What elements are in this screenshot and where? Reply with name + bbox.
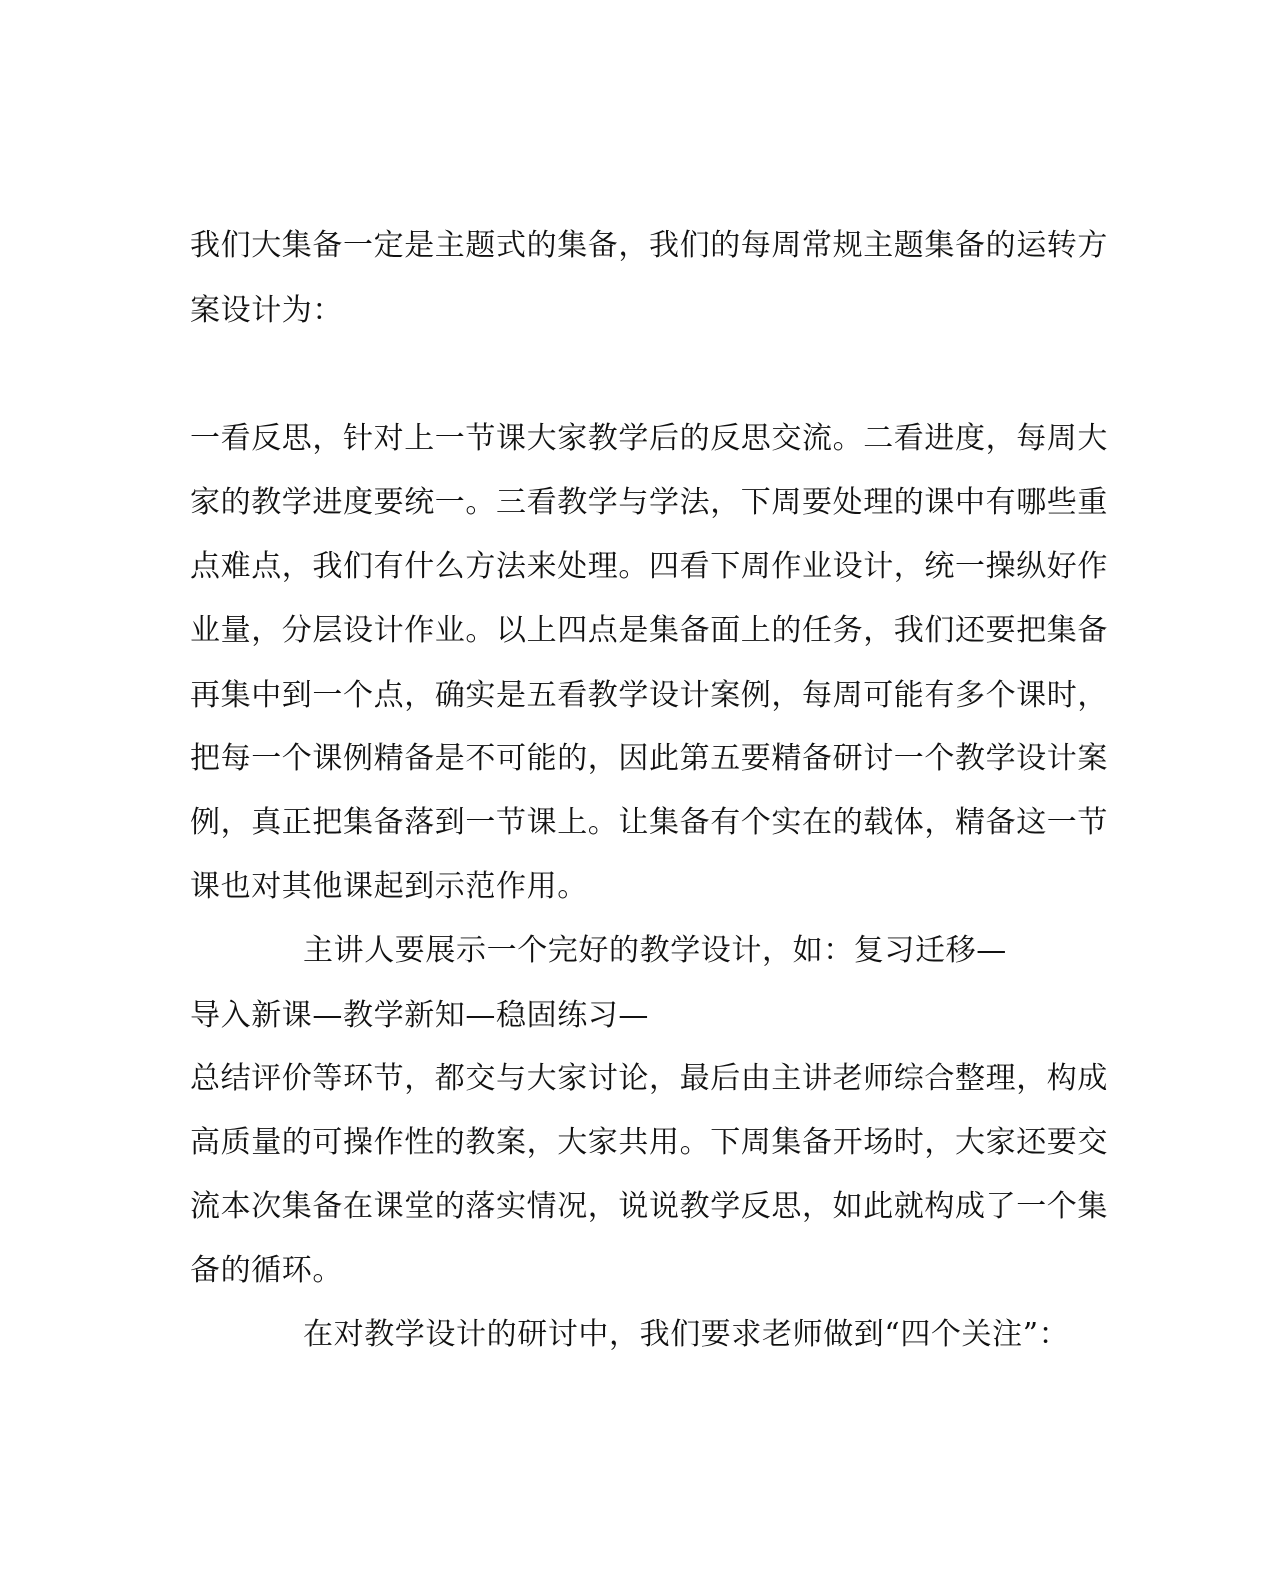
text-line: 再集中到一个点，确实是五看教学设计案例，每周可能有多个课时， — [190, 678, 1108, 713]
text-line: 课也对其他课起到示范作用。 — [190, 869, 588, 904]
text-line: 案设计为： — [190, 293, 343, 328]
text-line: 把每一个课例精备是不可能的，因此第五要精备研讨一个教学设计案 — [190, 741, 1108, 776]
text-line: 备的循环。 — [190, 1253, 343, 1288]
text-line: 我们大集备一定是主题式的集备，我们的每周常规主题集备的运转方 — [190, 228, 1108, 263]
text-line: 点难点，我们有什么方法来处理。四看下周作业设计，统一操纵好作 — [190, 549, 1108, 584]
text-line: 在对教学设计的研讨中，我们要求老师做到“四个关注”： — [303, 1317, 1070, 1352]
text-line: 家的教学进度要统一。三看教学与学法，下周要处理的课中有哪些重 — [190, 485, 1108, 520]
text-line: 流本次集备在课堂的落实情况，说说教学反思，如此就构成了一个集 — [190, 1189, 1108, 1224]
text-line: 业量，分层设计作业。以上四点是集备面上的任务，我们还要把集备 — [190, 613, 1108, 648]
text-line: 导入新课—教学新知—稳固练习— — [190, 998, 649, 1033]
text-line: 高质量的可操作性的教案，大家共用。下周集备开场时，大家还要交 — [190, 1125, 1108, 1160]
text-line: 一看反思，针对上一节课大家教学后的反思交流。二看进度，每周大 — [190, 421, 1108, 456]
text-line: 主讲人要展示一个完好的教学设计，如：复习迁移— — [303, 933, 1007, 968]
text-line: 例，真正把集备落到一节课上。让集备有个实在的载体，精备这一节 — [190, 805, 1108, 840]
text-line: 总结评价等环节，都交与大家讨论，最后由主讲老师综合整理，构成 — [190, 1061, 1108, 1096]
